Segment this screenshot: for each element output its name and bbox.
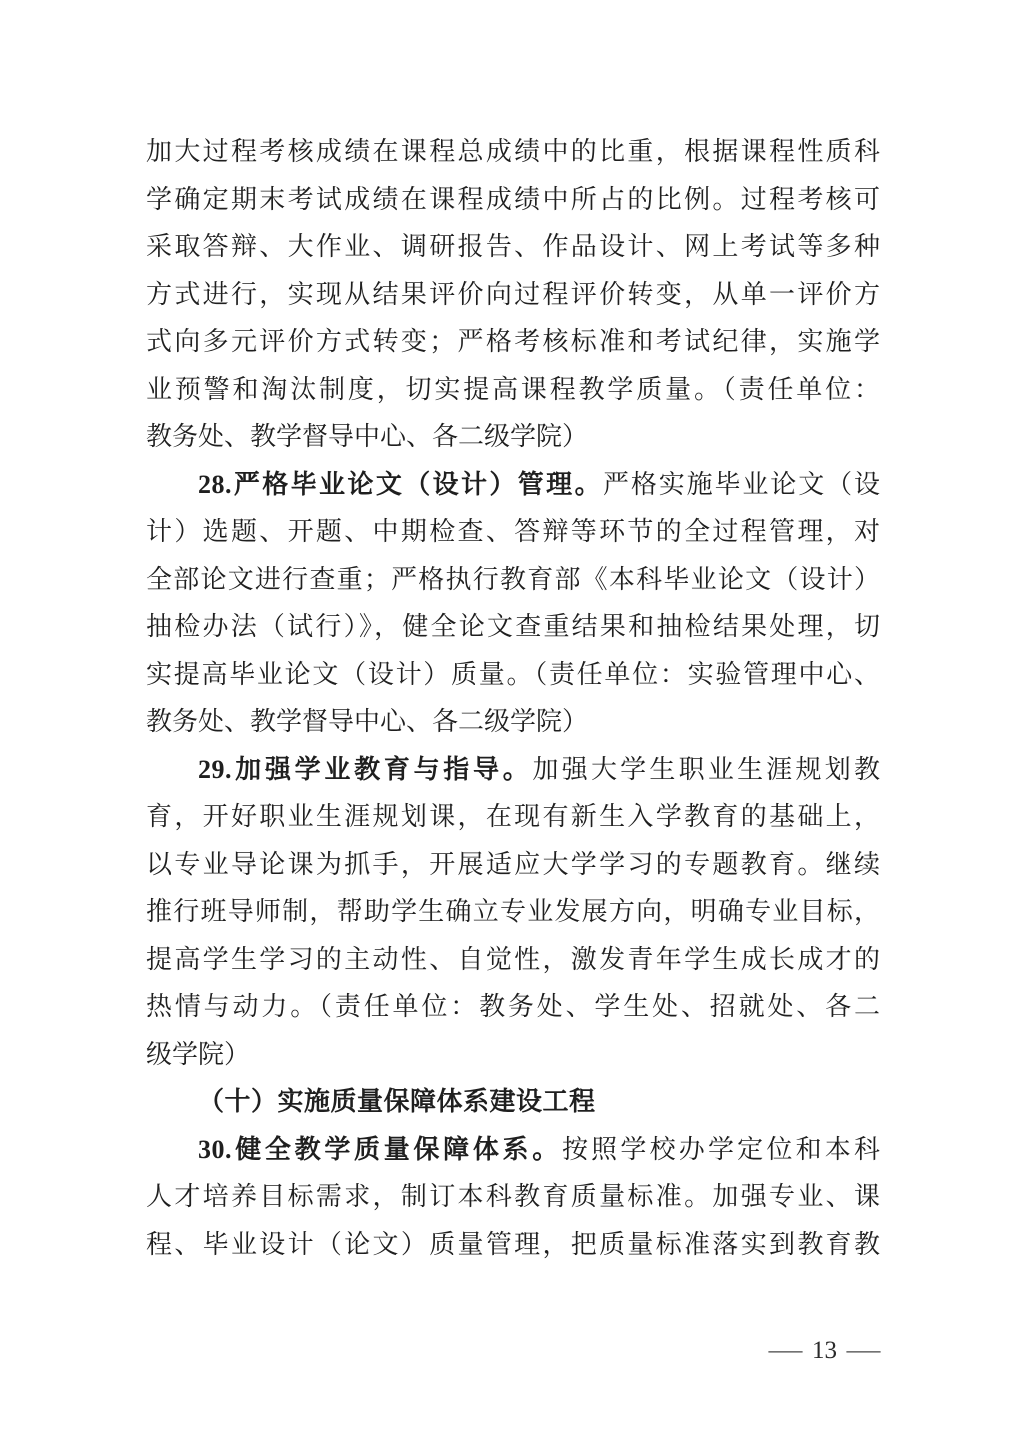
text-line: 育，开好职业生涯规划课，在现有新生入学教育的基础上， [146, 802, 880, 831]
text-line: 实提高毕业论文（设计）质量。（责任单位：实验管理中心、 [146, 659, 880, 689]
text-line: 人才培养目标需求，制订本科教育质量标准。加强专业、课 [146, 1182, 880, 1211]
text-line: 以专业导论课为抓手，开展适应大学学习的专题教育。继续 [146, 849, 880, 879]
text-line: 级学院） [146, 1039, 251, 1069]
footer-left-dash: — [768, 1337, 803, 1364]
paragraph-heading-line: 28.严格毕业论文（设计）管理。严格实施毕业论文（设 [198, 469, 880, 499]
page-number: 13 [812, 1337, 837, 1364]
paragraph-heading-line: 30.健全教学质量保障体系。按照学校办学定位和本科 [198, 1134, 880, 1164]
document-body [146, 128, 880, 1268]
text-line: 方式进行，实现从结果评价向过程评价转变，从单一评价方 [146, 279, 880, 309]
page-footer [768, 1337, 881, 1365]
text-line: 教务处、教学督导中心、各二级学院） [146, 707, 589, 736]
text-line: 式向多元评价方式转变；严格考核标准和考试纪律，实施学 [146, 327, 880, 356]
text-line: 抽检办法（试行）》，健全论文查重结果和抽检结果处理，切 [146, 612, 880, 641]
text-line: 热情与动力。（责任单位：教务处、学生处、招就处、各二 [146, 992, 880, 1021]
text-line: 全部论文进行查重；严格执行教育部《本科毕业论文（设计） [146, 564, 880, 594]
paragraph-heading-line: 29.加强学业教育与指导。加强大学生职业生涯规划教 [198, 754, 880, 784]
text-line: 加大过程考核成绩在课程总成绩中的比重，根据课程性质科 [146, 137, 880, 166]
text-line: 教务处、教学督导中心、各二级学院） [146, 422, 589, 451]
paragraph-heading-line: （十）实施质量保障体系建设工程 [198, 1087, 596, 1116]
text-line: 学确定期末考试成绩在课程成绩中所占的比例。过程考核可 [146, 184, 880, 214]
footer-right-dash: — [846, 1337, 881, 1364]
text-line: 推行班导师制，帮助学生确立专业发展方向，明确专业目标， [146, 897, 880, 926]
text-line: 程、毕业设计（论文）质量管理，把质量标准落实到教育教 [146, 1229, 880, 1259]
text-line: 业预警和淘汰制度，切实提高课程教学质量。（责任单位： [146, 374, 880, 404]
text-line: 计）选题、开题、中期检查、答辩等环节的全过程管理，对 [146, 517, 880, 546]
text-line: 采取答辩、大作业、调研报告、作品设计、网上考试等多种 [146, 232, 880, 261]
text-line: 提高学生学习的主动性、自觉性，激发青年学生成长成才的 [146, 944, 880, 974]
